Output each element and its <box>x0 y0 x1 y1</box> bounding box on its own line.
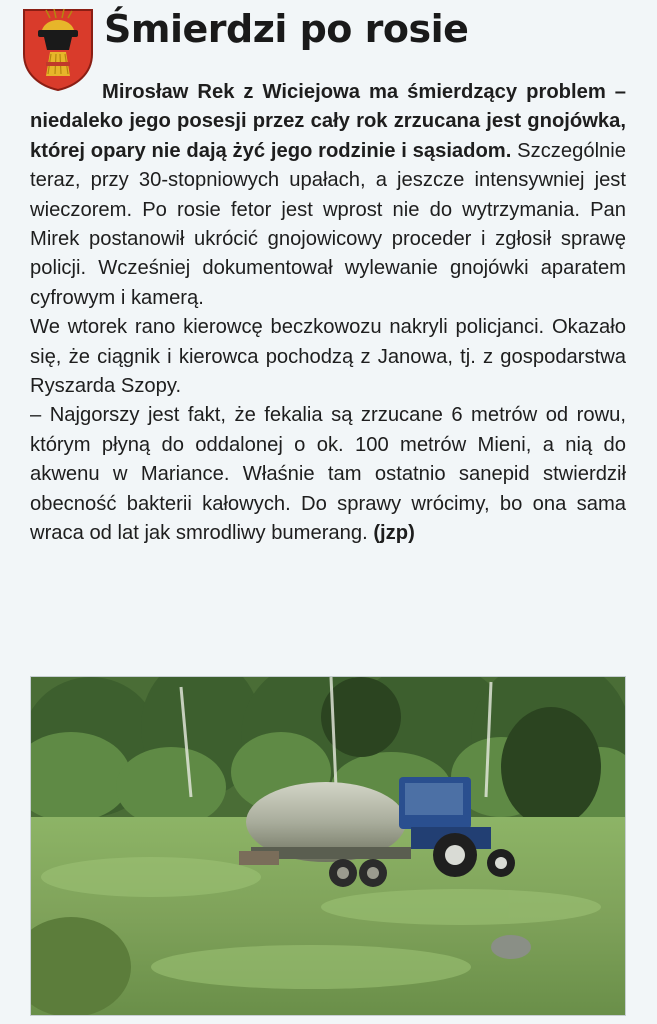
paragraph: We wtorek rano kierowcę beczkowozu nakryli policjanci. Okazało się, że ciągnik i kierowca pochodzą z Janowa, tj. z gospodarstwa Ryszarda Szopy. <box>30 316 626 398</box>
tractor-photo <box>30 676 626 1016</box>
paragraph-quote <box>30 401 626 548</box>
paragraph-text: – Najgorszy jest fakt, że fekalia są zrzucane 6 metrów od rowu, którym płyną do oddalonej o ok. 100 metrów Mieni, a nią do akwenu w Mariance. Właśnie tam ostatnio sanepid stwierdził obecność bakterii kałowych. Do sprawy wrócimy, bo ona sama wraca od lat jak smrodliwy bumerang. <box>30 404 626 545</box>
article-body <box>30 78 626 549</box>
author-signature: (jzp) <box>373 522 415 545</box>
article-headline: Śmierdzi po rosie <box>104 7 469 51</box>
paragraph-lead <box>30 78 626 313</box>
lead-text: Mirosław Rek z Wiciejowa ma śmierdzący problem – niedaleko jego posesji przez cały rok zrzucana jest gnojówka, której opary nie dają żyć jego rodzinie i sąsiadom. <box>30 81 626 162</box>
paragraph-text: Szczególnie teraz, przy 30-stopniowych upałach, a jeszcze intensywniej jest wieczorem. Po rosie fetor jest wprost nie do wytrzymania. Pan Mirek postanowił ukrócić gnojowicowy proceder i zgłosił sprawę policji. Wcześniej dokumentował wylewanie gnojówki aparatem cyfrowym i kamerą. <box>30 139 626 309</box>
